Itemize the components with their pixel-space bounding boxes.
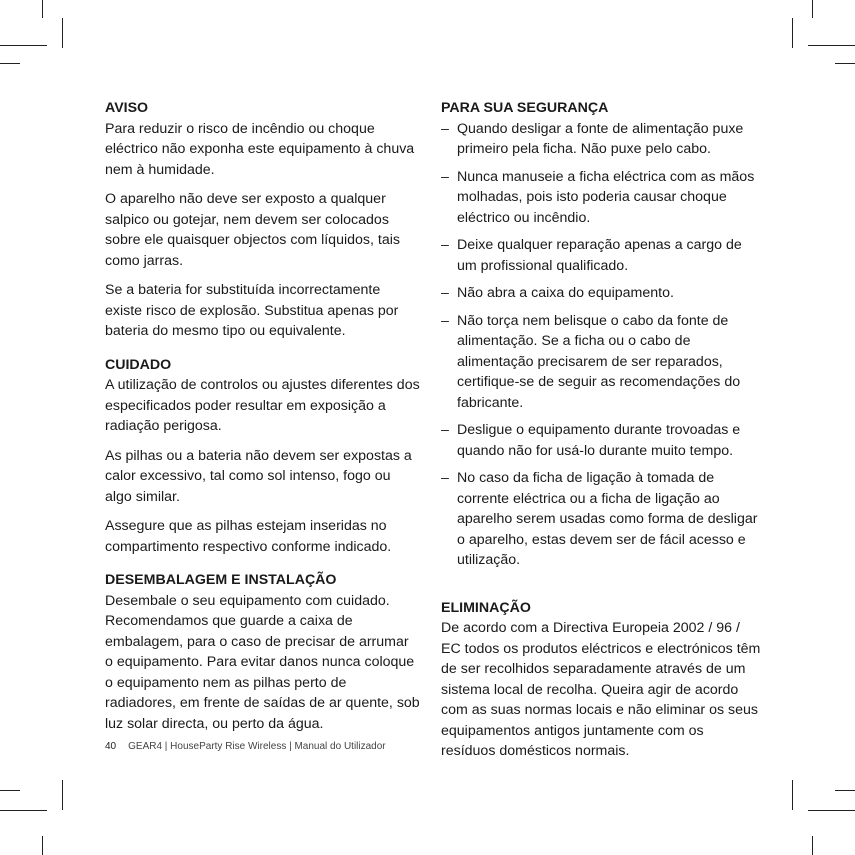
crop-mark [0, 790, 20, 791]
crop-mark [835, 63, 855, 64]
desembalagem-heading: DESEMBALAGEM E INSTALAÇÃO [105, 572, 337, 588]
crop-mark [792, 18, 793, 48]
crop-mark [792, 780, 793, 810]
crop-mark [0, 45, 47, 46]
list-item: – Desligue o equipamento durante trovoadas e quando não for usá-lo durante muito tempo. [441, 420, 761, 461]
crop-mark [0, 63, 20, 64]
eliminacao-heading: ELIMINAÇÃO [441, 599, 531, 616]
section-spacer [441, 578, 761, 598]
crop-mark [835, 790, 855, 791]
cuidado-paragraph: Assegure que as pilhas estejam inseridas no compartimento respectivo conforme indicado. [105, 518, 392, 555]
list-item: – Deixe qualquer reparação apenas a cargo de um profissional qualificado. [441, 235, 761, 276]
crop-mark [62, 18, 63, 48]
list-item: – Nunca manuseie a ficha eléctrica com as mãos molhadas, pois isto poderia causar choque eléctrico ou incêndio. [441, 167, 761, 229]
eliminacao-section [441, 598, 761, 762]
cuidado-paragraph: As pilhas ou a bateria não devem ser expostas a calor excessivo, tal como sol intenso, fogo ou algo similar. [105, 447, 412, 505]
crop-mark [62, 780, 63, 810]
aviso-section [105, 98, 420, 342]
seguranca-list [441, 119, 761, 571]
right-column [441, 98, 761, 771]
list-item: – No caso da ficha de ligação à tomada de corrente eléctrica ou a ficha de ligação ao aparelho serem usadas como forma de desligar o aparelho, estas devem ser de fácil acesso e utilização. [441, 468, 761, 571]
aviso-paragraph: Se a bateria for substituída incorrectamente existe risco de explosão. Substitua apenas por bateria do mesmo tipo ou equivalente. [105, 282, 399, 339]
footer-title: GEAR4 | HouseParty Rise Wireless | Manual do Utilizador [128, 741, 386, 752]
cuidado-heading: CUIDADO [105, 356, 172, 373]
seguranca-heading: PARA SUA SEGURANÇA [441, 100, 609, 116]
crop-mark [808, 45, 855, 46]
crop-mark [42, 836, 43, 855]
list-item: – Não abra a caixa do equipamento. [441, 283, 761, 304]
eliminacao-paragraph: De acordo com a Directiva Europeia 2002 / 96 / EC todos os produtos eléctricos e electrónicos têm de ser recolhidos separadamente através de um sistema local de recolha. Queira agir de acordo com as suas normas locais e não eliminar os seus equipamentos antigos juntamente com os resíduos domésticos normais. [441, 620, 761, 759]
page-footer [105, 741, 386, 752]
page-number: 40 [105, 741, 117, 752]
crop-mark [42, 0, 43, 18]
list-item: – Quando desligar a fonte de alimentação puxe primeiro pela ficha. Não puxe pelo cabo. [441, 119, 761, 160]
desembalagem-section [105, 570, 420, 734]
crop-mark [0, 810, 47, 811]
crop-mark [812, 0, 813, 18]
cuidado-section [105, 355, 420, 558]
seguranca-section [441, 98, 761, 571]
left-column [105, 98, 420, 747]
desembalagem-paragraph: Desembale o seu equipamento com cuidado. Recomendamos que guarde a caixa de embalagem, para o caso de precisar de arrumar o equipamento. Para evitar danos nunca coloque o equipamento nem as pilhas perto de radiadores, em frente de saídas de ar quente, sob luz solar directa, ou perto da água. [105, 592, 420, 732]
list-item: – Não torça nem belisque o cabo da fonte de alimentação. Se a ficha ou o cabo de alimentação precisarem de ser reparados, certifique-se de seguir as recomendações do fabricante. [441, 311, 761, 414]
cuidado-paragraph: A utilização de controlos ou ajustes diferentes dos especificados poder resultar em exposição a radiação perigosa. [105, 377, 420, 434]
crop-mark [812, 836, 813, 855]
aviso-paragraph: O aparelho não deve ser exposto a qualquer salpico ou gotejar, nem devem ser colocados sobre ele quaisquer objectos com líquidos, tais como jarras. [105, 191, 400, 269]
aviso-heading: AVISO [105, 100, 149, 116]
aviso-paragraph: Para reduzir o risco de incêndio ou choque eléctrico não exponha este equipamento à chuva nem à humidade. [105, 120, 415, 178]
crop-mark [808, 810, 855, 811]
